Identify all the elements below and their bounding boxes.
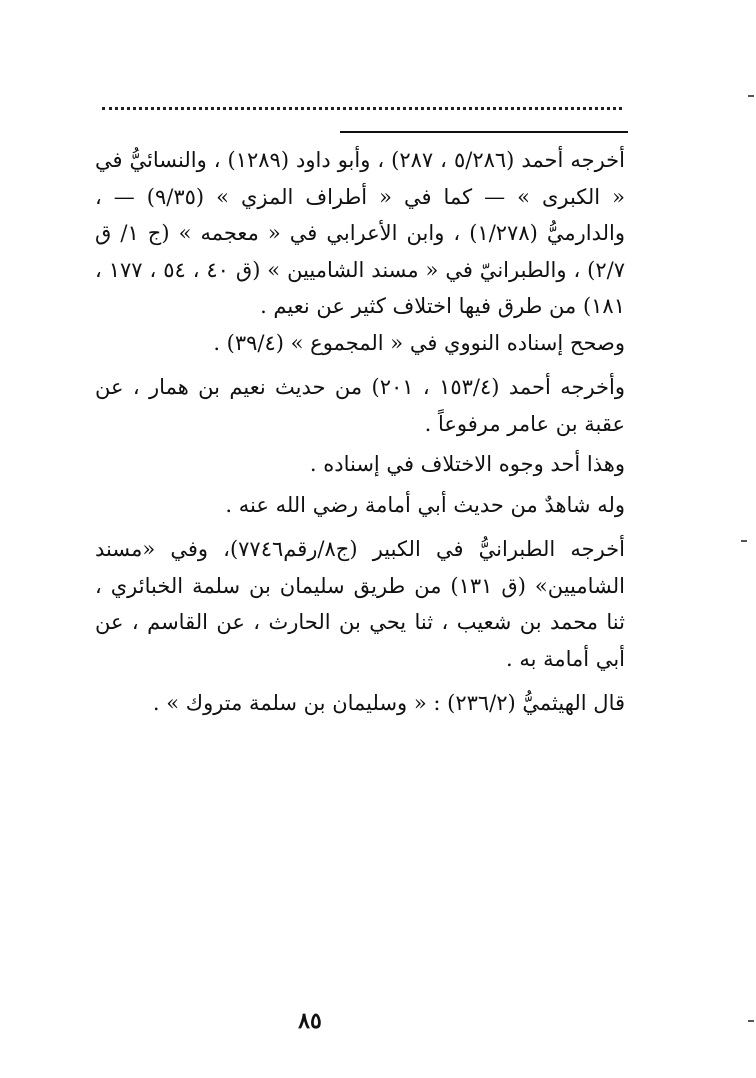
edge-tick xyxy=(741,540,747,542)
paragraph-nawawi: وصحح إسناده النووي في « المجموع » (٣٩/٤) . xyxy=(213,330,625,355)
paragraph-tabarani: أخرجه الطبرانيُّ في الكبير (ج٨/رقم٧٧٤٦)، وفي «مسند الشاميين» (ق ١٣١) من طريق سليمان بن سلمة الخبائري ، ثنا محمد بن شعيب ، ثنا يحي بن الحارث ، عن القاسم ، عن أبي أمامة به . xyxy=(95,537,626,671)
footnote-dotted-separator xyxy=(102,107,622,110)
footnote-text-body xyxy=(95,142,625,722)
paragraph-isnad-variation: وهذا أحد وجوه الاختلاف في إسناده . xyxy=(309,452,625,476)
paragraph-takhrij-ahmad: أخرجه أحمد (٥/٢٨٦ ، ٢٨٧) ، وأبو داود (١٢٨٩) ، والنسائيُّ في « الكبرى » — كما في « أطراف المزي » (٩/٣٥) — ، والدارميُّ (١/٢٧٨) ، وابن الأعرابي في « معجمه » (ج ١/ ق ٢/٧) ، والطبرانيّ في « مسند الشاميين » (ق ٤٠ ، ٥٤ ، ١٧٧ ، ١٨١) من طرق فيها اختلاف كثير عن نعيم . xyxy=(95,148,625,318)
page-number: ٨٥ xyxy=(298,1008,322,1034)
paragraph-ahmad-uqba: وأخرجه أحمد (١٥٣/٤ ، ٢٠١) من حديث نعيم بن همار ، عن عقبة بن عامر مرفوعاً . xyxy=(95,375,625,436)
paragraph-shahid: وله شاهدٌ من حديث أبي أمامة رضي الله عنه . xyxy=(225,492,625,517)
edge-tick xyxy=(748,1020,754,1022)
footnote-rule xyxy=(340,131,628,133)
paragraph-haythami: قال الهيثميُّ (٢٣٦/٢) : « وسليمان بن سلمة متروك » . xyxy=(152,691,625,715)
edge-tick xyxy=(748,95,754,97)
